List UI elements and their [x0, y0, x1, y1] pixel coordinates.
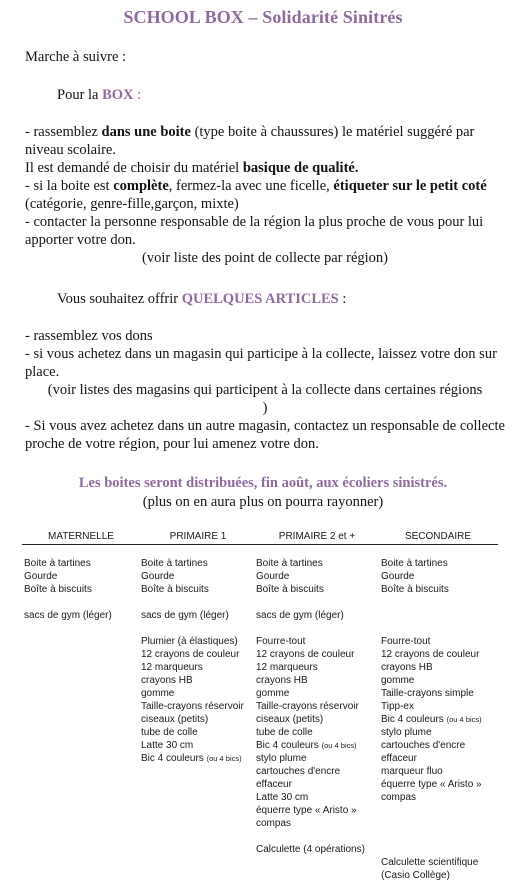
list-item: crayons HB — [381, 662, 433, 673]
list-item: Gourde — [24, 571, 58, 582]
list-item: Boîte à biscuits — [256, 584, 324, 595]
box-heading-suffix: : — [133, 87, 142, 103]
list-item: gomme — [141, 688, 175, 699]
column-header: SECONDAIRE — [404, 531, 472, 542]
articles-instructions — [25, 327, 505, 453]
articles-heading-highlight: QUELQUES ARTICLES — [181, 291, 339, 307]
text: , fermez-la avec une ficelle, — [168, 178, 334, 194]
list-item: crayons HB — [141, 675, 193, 686]
list-item: Boite à tartines — [141, 558, 208, 569]
text: - si la boite est — [25, 178, 114, 194]
list-item: sacs de gym (léger) — [24, 610, 112, 621]
box-paragraph — [25, 177, 505, 213]
list-item: Boîte à biscuits — [381, 584, 449, 595]
list-item: 12 marqueurs — [256, 662, 318, 673]
list-item: compas — [381, 792, 417, 803]
list-item: ciseaux (petits) — [256, 714, 324, 725]
list-item: effaceur — [256, 779, 292, 790]
list-item: (Casio Collège) — [381, 870, 450, 881]
list-item — [141, 752, 244, 765]
list-item: gomme — [256, 688, 290, 699]
box-heading — [57, 86, 526, 104]
list-item: cartouches d'encre — [381, 740, 466, 751]
list-item: marqueur fluo — [381, 766, 443, 777]
page-title: SCHOOL BOX – Solidarité Sinitrés — [123, 7, 403, 27]
text: (catégorie, genre-fille,garçon, mixte) — [25, 196, 239, 212]
list-item: effaceur — [381, 753, 417, 764]
list-item: 12 crayons de couleur — [256, 649, 355, 660]
list-item: Boîte à biscuits — [141, 584, 209, 595]
item-text: Bic 4 couleurs — [141, 753, 207, 764]
list-item: Calculette scientifique — [381, 857, 479, 868]
list-item: Fourre-tout — [256, 636, 306, 647]
list-item: Gourde — [381, 571, 415, 582]
column-primaire-1 — [140, 530, 256, 764]
column-header: PRIMAIRE 1 — [169, 531, 227, 542]
item-note: (ou 4 bics) — [206, 754, 242, 763]
articles-line: - rassemblez vos dons — [25, 328, 153, 344]
list-item: sacs de gym (léger) — [141, 610, 229, 621]
text-bold: complète — [113, 178, 169, 194]
list-item: Plumier (à élastiques) — [141, 636, 238, 647]
list-item: Calculette (4 opérations) — [256, 844, 365, 855]
item-list — [24, 557, 112, 622]
column-primaire-2 — [256, 530, 378, 855]
list-item: Boite à tartines — [381, 558, 448, 569]
articles-heading — [57, 290, 526, 308]
text-bold: dans une boite — [101, 124, 191, 140]
column-secondaire — [378, 530, 498, 881]
list-item: Tipp-ex — [381, 701, 414, 712]
item-list — [256, 557, 365, 856]
list-item: équerre type « Aristo » — [256, 805, 357, 816]
box-heading-highlight: BOX — [102, 87, 134, 103]
list-item — [256, 739, 365, 752]
list-item: sacs de gym (léger) — [256, 610, 344, 621]
list-item: gomme — [381, 675, 415, 686]
list-item: Boite à tartines — [24, 558, 91, 569]
column-header: PRIMAIRE 2 et + — [278, 531, 356, 542]
articles-heading-prefix: Vous souhaitez offrir — [57, 291, 182, 307]
list-item: crayons HB — [256, 675, 308, 686]
box-note: (voir liste des point de collecte par région) — [141, 250, 388, 266]
text: Il est demandé de choisir du matériel — [25, 160, 243, 176]
articles-note: (voir listes des magasins qui participent à la collecte dans certaines régions ) — [47, 382, 483, 416]
list-item: Taille-crayons réservoir — [256, 701, 359, 712]
list-item: Boîte à biscuits — [24, 584, 92, 595]
articles-line: - Si vous avez achetez dans un autre magasin, contactez un responsable de collecte proche de votre région, pour lui amenez votre don. — [25, 418, 505, 452]
box-paragraph: - contacter la personne responsable de la région la plus proche de vous pour lui apporter votre don. — [25, 214, 484, 248]
list-item: 12 marqueurs — [141, 662, 203, 673]
item-list — [141, 557, 244, 765]
list-item: ciseaux (petits) — [141, 714, 209, 725]
list-item: cartouches d'encre — [256, 766, 341, 777]
box-instructions — [25, 123, 505, 267]
list-item: 12 crayons de couleur — [141, 649, 240, 660]
box-heading-prefix: Pour la — [57, 87, 103, 103]
list-item: stylo plume — [256, 753, 307, 764]
text-bold: basique de qualité. — [242, 160, 359, 176]
list-item: Taille-crayons simple — [381, 688, 474, 699]
list-item: stylo plume — [381, 727, 432, 738]
box-paragraph — [25, 123, 505, 159]
box-paragraph — [25, 159, 505, 177]
list-item: Taille-crayons réservoir — [141, 701, 244, 712]
text: (type boite à chaussures) le matériel suggéré par niveau scolaire. — [25, 124, 475, 158]
text-bold: étiqueter sur le petit coté — [333, 178, 487, 194]
articles-heading-suffix: : — [338, 291, 347, 307]
list-item: Gourde — [141, 571, 175, 582]
distribution-note: (plus on en aura plus on pourra rayonner) — [142, 494, 384, 510]
list-item: tube de colle — [141, 727, 198, 738]
list-item: compas — [256, 818, 292, 829]
list-item: Boite à tartines — [256, 558, 323, 569]
text: - rassemblez — [25, 124, 102, 140]
list-item: équerre type « Aristo » — [381, 779, 482, 790]
articles-line: - si vous achetez dans un magasin qui participe à la collecte, laissez votre don sur place. — [25, 346, 497, 380]
item-text: Bic 4 couleurs — [381, 714, 447, 725]
item-list — [381, 557, 482, 882]
distribution-heading: Les boites seront distribuées, fin août, aux écoliers sinistrés. — [78, 475, 448, 491]
list-item: tube de colle — [256, 727, 313, 738]
list-item: Latte 30 cm — [141, 740, 194, 751]
list-item: 12 crayons de couleur — [381, 649, 480, 660]
item-note: (ou 4 bics) — [446, 715, 482, 724]
column-maternelle — [22, 530, 140, 621]
list-item — [381, 713, 482, 726]
item-note: (ou 4 bics) — [321, 741, 357, 750]
list-item: Gourde — [256, 571, 290, 582]
list-item: Fourre-tout — [381, 636, 431, 647]
column-header: MATERNELLE — [48, 531, 114, 542]
intro-text: Marche à suivre : — [25, 49, 127, 65]
list-item: Latte 30 cm — [256, 792, 309, 803]
item-text: Bic 4 couleurs — [256, 740, 322, 751]
